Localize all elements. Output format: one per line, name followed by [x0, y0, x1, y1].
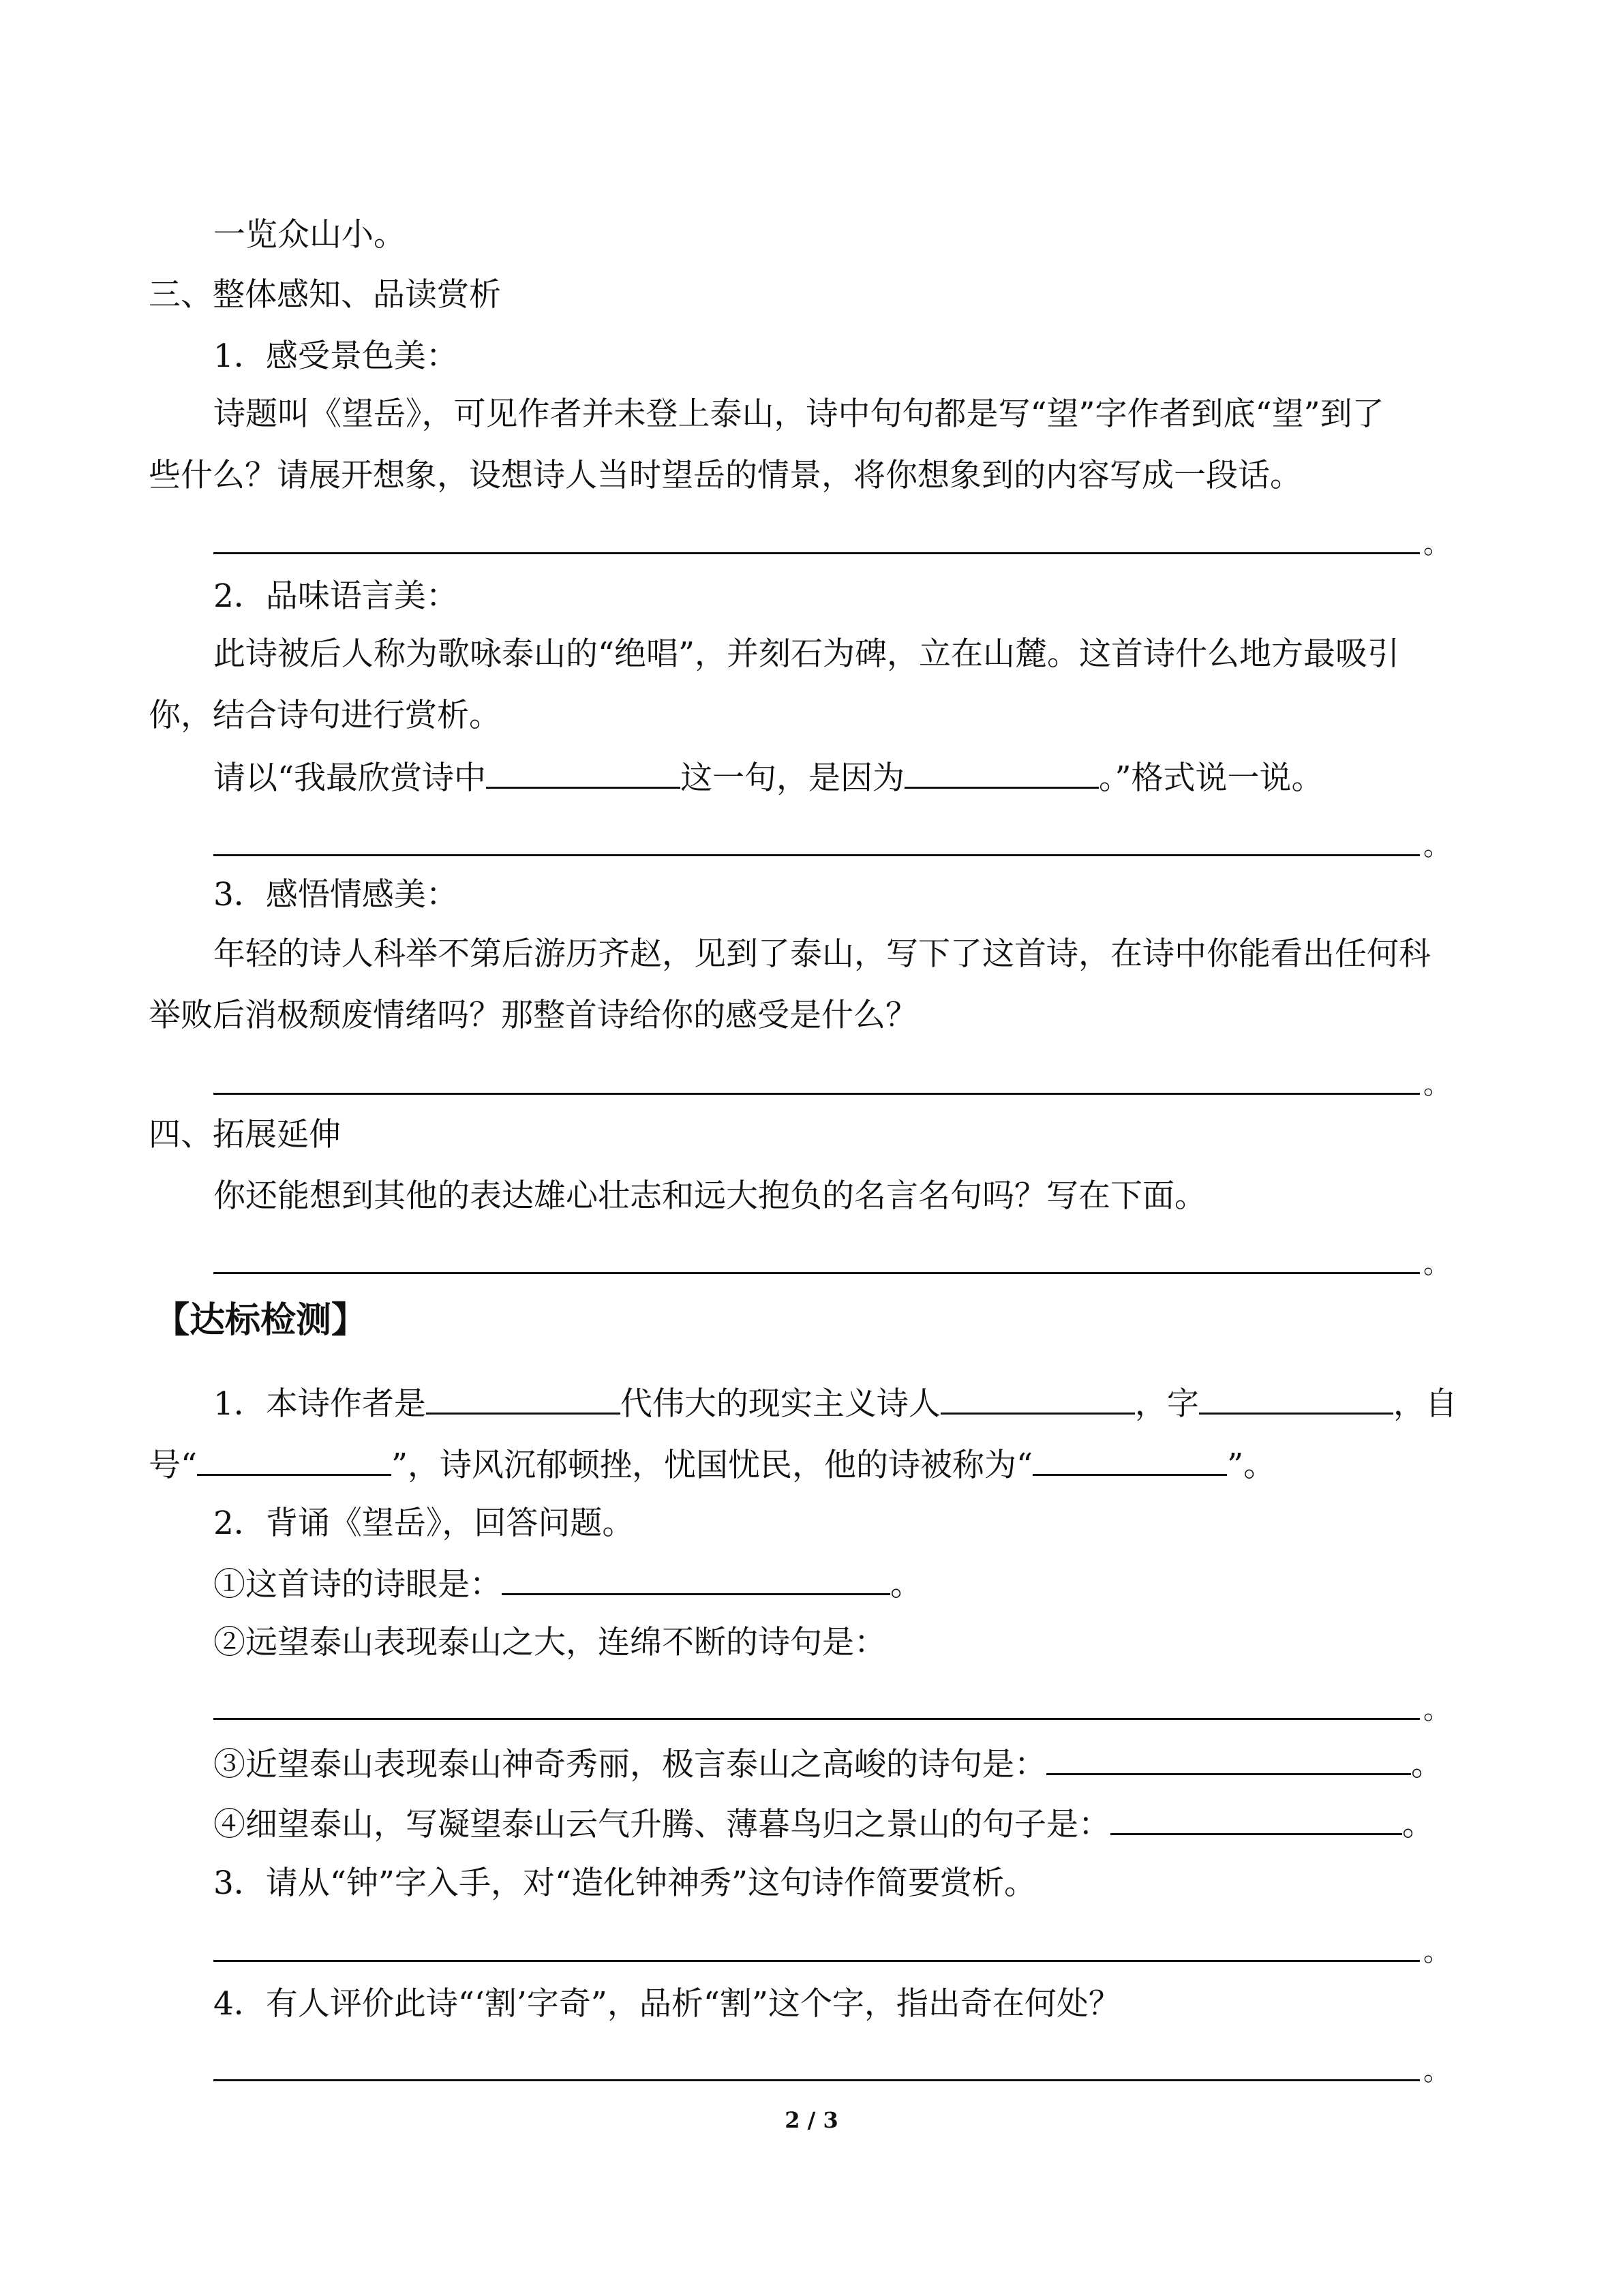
answer-line-4-end: 。 [1423, 1248, 1451, 1280]
q2-sub4-end: 。 [1402, 1806, 1434, 1843]
blank-poem-eye[interactable] [502, 1563, 890, 1595]
q1-part2: 代伟大的现实主义诗人 [620, 1385, 941, 1423]
q2-sub4: ④细望泰山，写凝望泰山云气升腾、薄暮鸟归之景山的句子是： [213, 1806, 1110, 1843]
blank-favorite-line[interactable] [486, 757, 680, 789]
q2-sub2: ②远望泰山表现泰山之大，连绵不断的诗句是： [213, 1624, 886, 1661]
blank-reason[interactable] [905, 757, 1099, 789]
blank-q2-sub3[interactable] [1046, 1743, 1411, 1775]
item2-title: 2．品味语言美： [213, 577, 458, 615]
q2-sub1-end: 。 [890, 1566, 922, 1603]
answer-line-q2-sub2-end: 。 [1423, 1694, 1451, 1725]
answer-line-1-end: 。 [1423, 528, 1451, 560]
q2-sub3-end: 。 [1411, 1746, 1443, 1783]
q2-sub4-line [213, 1803, 1434, 1844]
q1-part4: ，自 [1393, 1385, 1457, 1423]
answer-line-3-end: 。 [1423, 1069, 1451, 1100]
q1-line2-part2: ”，诗风沉郁顿挫，忧国忧民，他的诗被称为“ [391, 1447, 1033, 1484]
blank-courtesy-name[interactable] [1199, 1383, 1393, 1415]
blank-pseudonym[interactable] [197, 1444, 391, 1476]
answer-line-2-end: 。 [1423, 830, 1451, 862]
item1-title: 1．感受景色美： [213, 337, 458, 375]
item2-format-part1: 请以“我最欣赏诗中 [213, 759, 487, 797]
item2-format-part2: 这一句，是因为 [680, 759, 905, 797]
q4-text: 4．有人评价此诗“‘割’字奇”，品析“割”这个字，指出奇在何处？ [213, 1985, 1121, 2023]
item3-text-line1: 年轻的诗人科举不第后游历齐赵，见到了泰山，写下了这首诗，在诗中你能看出任何科 [213, 935, 1431, 973]
page-number: 2 / 3 [785, 2107, 838, 2133]
q2-sub3: ③近望泰山表现泰山神奇秀丽，极言泰山之高峻的诗句是： [213, 1746, 1046, 1783]
item2-text-line1: 此诗被后人称为歌咏泰山的“绝唱”，并刻石为碑，立在山麓。这首诗什么地方最吸引 [213, 635, 1400, 673]
answer-line-2[interactable] [213, 854, 1420, 856]
item1-text-line1: 诗题叫《望岳》，可见作者并未登上泰山，诗中句句都是写“望”字作者到底“望”到了 [213, 395, 1384, 433]
blank-dynasty[interactable] [426, 1383, 620, 1415]
q1-part1: 1．本诗作者是 [213, 1385, 426, 1423]
section-three-title: 三、整体感知、品读赏析 [149, 276, 501, 314]
answer-line-q4-end: 。 [1423, 2055, 1451, 2087]
answer-line-q3[interactable] [213, 1960, 1420, 1962]
item1-text-line2: 些什么？请展开想象，设想诗人当时望岳的情景，将你想象到的内容写成一段话。 [149, 457, 1302, 494]
answer-line-q2-sub2[interactable] [213, 1718, 1420, 1720]
answer-line-4[interactable] [213, 1272, 1420, 1274]
item2-format-part3: 。”格式说一说。 [1099, 759, 1324, 797]
blank-poet[interactable] [941, 1383, 1135, 1415]
poem-last-line: 一览众山小。 [213, 216, 406, 254]
q2-title: 2．背诵《望岳》，回答问题。 [213, 1505, 635, 1542]
item2-text-line2: 你，结合诗句进行赏析。 [149, 697, 501, 734]
answer-line-3[interactable] [213, 1093, 1420, 1095]
q2-sub3-line [213, 1743, 1443, 1784]
item2-format-line [213, 757, 1324, 798]
item3-title: 3．感悟情感美： [213, 876, 458, 913]
blank-poetry-title[interactable] [1033, 1444, 1227, 1476]
item3-text-line2: 举败后消极颓废情绪吗？那整首诗给你的感受是什么？ [149, 997, 917, 1034]
q1-line2 [149, 1444, 1275, 1485]
answer-line-q3-end: 。 [1423, 1936, 1451, 1967]
test-section-heading: 【达标检测】 [154, 1300, 367, 1341]
answer-line-1[interactable] [213, 552, 1420, 554]
q1-line2-part3: ”。 [1227, 1447, 1276, 1484]
section-four-title: 四、拓展延伸 [149, 1116, 341, 1153]
q1-line1 [213, 1383, 1457, 1423]
q2-sub1: ①这首诗的诗眼是： [213, 1566, 502, 1603]
answer-line-q4[interactable] [213, 2079, 1420, 2081]
q1-line2-part1: 号“ [149, 1447, 198, 1484]
q1-part3: ，字 [1134, 1385, 1199, 1423]
q2-sub1-line [213, 1563, 922, 1604]
blank-q2-sub4[interactable] [1110, 1803, 1402, 1835]
q3-text: 3．请从“钟”字入手，对“造化钟神秀”这句诗作简要赏析。 [213, 1864, 1037, 1902]
section-four-text: 你还能想到其他的表达雄心壮志和远大抱负的名言名句吗？写在下面。 [213, 1177, 1207, 1215]
